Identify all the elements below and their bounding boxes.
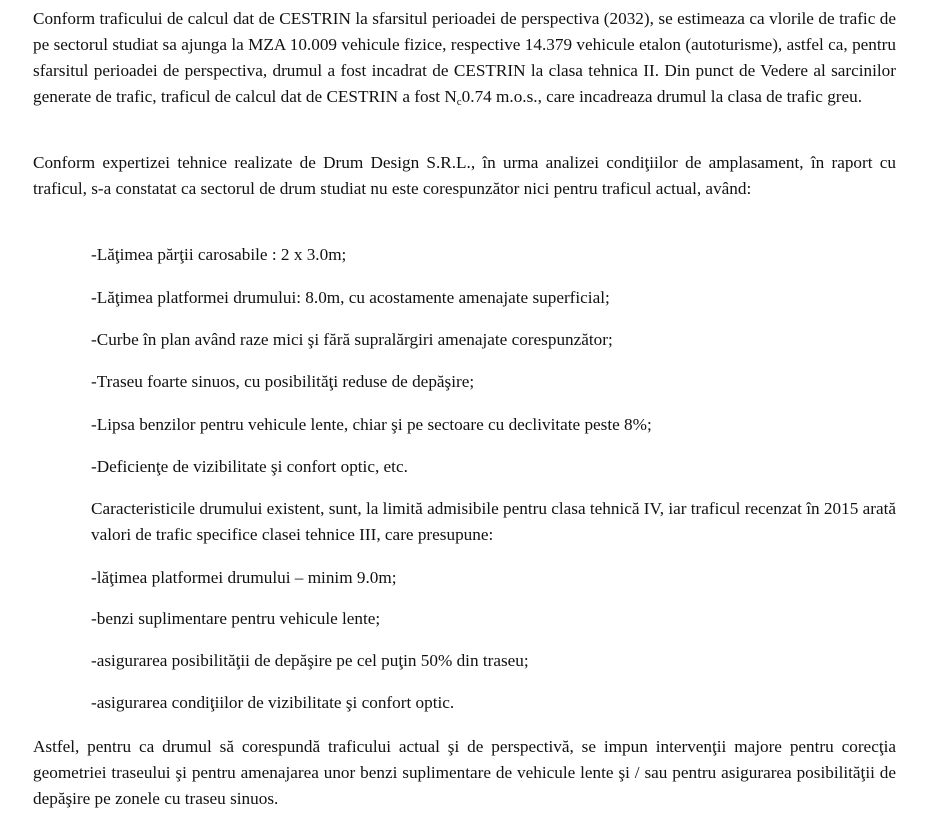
paragraph-traffic-forecast: [33, 6, 896, 112]
paragraph-technical-expertise: Conform expertizei tehnice realizate de Drum Design S.R.L., în urma analizei condiţiilor de amplasament, în raport cu traficul, s-a constatat ca sectorul de drum studiat nu este corespunzător nici pentru traficul actual, având:: [33, 153, 896, 198]
requirement-item: -benzi suplimentare pentru vehicule lente;: [91, 609, 381, 628]
requirement-item: -asigurarea posibilităţii de depăşire pe cel puţin 50% din traseu;: [91, 651, 529, 670]
deficiency-item: -Traseu foarte sinuos, cu posibilităţi reduse de depăşire;: [91, 372, 475, 391]
deficiency-item: -Lipsa benzilor pentru vehicule lente, chiar şi pe sectoare cu declivitate peste 8%;: [91, 415, 652, 434]
requirement-item: -asigurarea condiţiilor de vizibilitate şi confort optic.: [91, 693, 455, 712]
paragraph-road-characteristics: Caracteristicile drumului existent, sunt, la limită admisibile pentru clasa tehnică IV, iar traficul recenzat în 2015 arată valori de trafic specifice clasei tehnice III, care presupune:: [91, 499, 896, 544]
deficiency-item: -Lăţimea părţii carosabile : 2 x 3.0m;: [91, 245, 347, 264]
paragraph-conclusion: Astfel, pentru ca drumul să corespundă traficului actual şi de perspectivă, se impun intervenţii majore pentru corecţia geometriei traseului şi pentru amenajarea unor benzi suplimentare de vehicule lente şi / sau pentru asigurarea posibilităţii de depăşire pe zonele cu traseu sinuos.: [33, 737, 896, 808]
deficiency-item: -Deficienţe de vizibilitate şi confort optic, etc.: [91, 457, 408, 476]
paragraph-traffic-forecast-text-end: 0.74 m.o.s., care incadreaza drumul la clasa de trafic greu.: [461, 87, 863, 106]
requirement-item: -lăţimea platformei drumului – minim 9.0m;: [91, 568, 397, 587]
deficiency-item: -Lăţimea platformei drumului: 8.0m, cu acostamente amenajate superficial;: [91, 288, 610, 307]
subscript-c: c: [456, 96, 462, 108]
deficiency-item: -Curbe în plan având raze mici şi fără supralărgiri amenajate corespunzător;: [91, 330, 613, 349]
paragraph-traffic-forecast-text: Conform traficului de calcul dat de CESTRIN la sfarsitul perioadei de perspectiva (2032), se estimeaza ca vlorile de trafic de pe sectorul studiat sa ajunga la MZA 10.009 vehicule fizice, respective 14.379 vehicule etalon (autoturisme), astfel ca, pentru sfarsitul perioadei de perspectiva, drumul a fost incadrat de CESTRIN la clasa tehnica II. Din punct de Vedere al sarcinilor generate de trafic, traficul de calcul dat de CESTRIN a fost N: [33, 9, 896, 106]
